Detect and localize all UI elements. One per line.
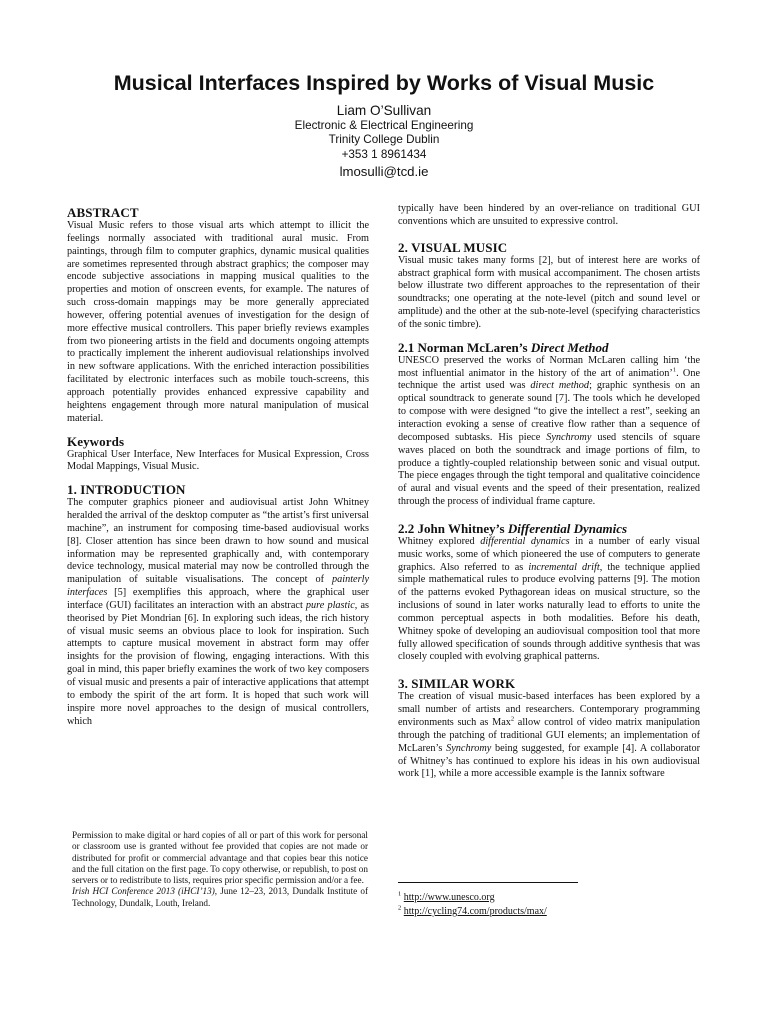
abstract-section (67, 205, 369, 426)
similar-work-heading: 3. SIMILAR WORK (398, 676, 516, 692)
abstract-heading: ABSTRACT (67, 205, 139, 220)
author-phone: +353 1 8961434 (341, 147, 427, 161)
author-department: Electronic & Electrical Engineering (294, 119, 474, 132)
footnote-ref-1[interactable]: 1 (672, 366, 677, 374)
similar-work-text: The creation of visual music-based interfaces has been explored by a small number of artists and researchers. Contemporary programming environments such as Max$^2$ allow control of video matrix manipulation through the patching of traditional GUI elements; an implementation of McLaren’s Synchromy being suggested, for example [4]. A collaborator of Whitney’s has continued to explore his ideas in his own audiovisual work [1], while a more accessible example is the Iannix software (398, 691, 700, 780)
whitney-heading: 2.2 John Whitney’s Differential Dynamics (398, 520, 628, 536)
mclaren-section (398, 340, 700, 509)
visual-music-section (398, 240, 700, 332)
footnote-divider (398, 882, 578, 883)
footnotes (398, 891, 700, 919)
footnote-2-link[interactable]: http://cycling74.com/products/max/ (403, 906, 547, 917)
footnote-1: $^1$ http://www.unesco.org (398, 890, 495, 903)
keywords-section (67, 434, 369, 475)
visual-music-heading: 2. VISUAL MUSIC (398, 239, 508, 255)
introduction-heading: 1. INTRODUCTION (67, 482, 186, 498)
introduction-section (67, 482, 369, 728)
paper-title: Musical Interfaces Inspired by Works of Visual Music (113, 71, 655, 95)
mclaren-heading: 2.1 Norman McLaren’s Direct Method (398, 339, 609, 355)
left-column (67, 205, 369, 728)
author-email[interactable]: lmosulli@tcd.ie (339, 164, 429, 180)
visual-music-text: Visual music takes many forms [2], but of interest here are works of abstract graphical form with musical accompaniment. The chosen artists below illustrate two different approaches to the representation of their soundtracks; one operating at the note-level (pitch and sound level or amplitude) and the other at the sub-note-level (specifying characteristics of the sonic timbre). (398, 254, 700, 330)
keywords-heading: Keywords (67, 433, 125, 449)
author-name: Liam O’Sullivan (336, 103, 432, 118)
footnote-ref-2[interactable]: 2 (510, 715, 515, 723)
whitney-text: Whitney explored differential dynamics in a number of early visual music works, some of which pioneered the use of computers to generate graphics. Also referred to as incremental drift, the technique applied simple mathematical rules to produce evolving patterns [9]. The motion of the patterns evoked Pythagorean ideas on musical structure, so the inclusions of sound in later works naturally lead to efforts to unite the common perceptual aspects in both modalities. Before his death, Whitney spoke of developing an audiovisual composition tool that more fully allowed specification of sounds through additive synthesis that was closely coupled with evolving graphical patterns. (398, 535, 701, 663)
similar-work-section (398, 676, 700, 781)
introduction-text: The computer graphics pioneer and audiovisual artist John Whitney heralded the arrival of the desktop computer as “the artist’s first universal machine”, an instrument for composing time-based audiovisual works [8]. Closer attention has since been drawn to how sound and musical information may be represented graphically and, with contemporary device technology, musical material may now be controlled through the manipulation of suitable visualisations. The concept of painterly interfaces [5] exemplifies this approach, where the graphical user interface (GUI) facilitates an interaction with an abstract pure plastic, as theorised by Piet Mondrian [6]. In exploring such ideas, the rich history of visual music seems an obvious place to look for inspiration. Such attempts to capture musical movement in abstract form may offer insights for the provision of flowing, engaging interactions. With this goal in mind, this paper briefly examines the work of two key composers of visual music and presents a pair of interactive applications that attempt to embody the spirit of the art form. It is hoped that such work will inspire more novel approaches to the design of musical controllers, which (67, 497, 369, 727)
permission-text: Permission to make digital or hard copies of all or part of this work for personal or classroom use is granted without fee provided that copies are not made or distributed for profit or commercial advantage and that copies bear this notice and the full citation on the first page. To copy otherwise, or republish, to post on servers or to redistribute to lists, requires prior specific permission and/or a fee. (72, 830, 368, 886)
footnote-1-link[interactable]: http://www.unesco.org (403, 892, 495, 903)
footnote-2: $^2$ http://cycling74.com/products/max/ (398, 904, 547, 917)
keywords-text: Graphical User Interface, New Interfaces for Musical Expression, Cross Modal Mappings, Visual Music. (67, 448, 369, 473)
abstract-text: Visual Music refers to those visual arts which attempt to illicit the feelings normally associated with traditional aural music. From paintings, through film to computer graphics, dynamic musical qualities are sometimes represented through abstract graphics; the composer may encode subjective associations in mapping musical qualities to the properties and motion of onscreen events, for example. The natures of such cross-domain mappings may be more generally appreciated however, offering potential avenues of investigation for the design of more effective musical controllers. This paper briefly reviews examples from two pioneering artists in the field and documents ongoing attempts to practically implement the inherent audiovisual relationships involved in new software applications. With the enriched interaction possibilities facilitated by electronic interfaces such as mobile touch-screens, this approach potentially provides enhanced expressive capability and heightens engagement through more natural manipulation of musical material. (67, 220, 369, 424)
right-column (398, 203, 700, 781)
whitney-section (398, 521, 700, 664)
mclaren-text: UNESCO preserved the works of Norman McLaren calling him ‘the most influential animator in the history of the art of animation’$^1$. One technique the artist used was direct method; graphic synthesis on an optical soundtrack to generate sound [7]. The tools which he developed to compose with were designed “to give the intellect a rest”, seeking an interaction evoking a sense of creative flow rather than a sequence of decomposed subtasks. His piece Synchromy used stencils of square waves placed on both the soundtrack and image portions of film, to produce a tightly-coupled relationship between sonic and visual output. The piece engages through the tight temporal and qualitative coincidence of aural and visual events and the speed of their presentation, realized through the process of individual frame capture. (398, 354, 700, 508)
paper-header (0, 70, 768, 180)
conference-info: Irish HCI Conference 2013 (iHCI’13), June 12–23, 2013, Dundalk Institute of Technology, Dundalk, Louth, Ireland. (72, 886, 368, 908)
copyright-permission-block (72, 830, 368, 909)
introduction-continuation: typically have been hindered by an over-reliance on traditional GUI conventions which are unsuited to expressive control. (398, 203, 700, 227)
author-institution: Trinity College Dublin (328, 133, 440, 147)
